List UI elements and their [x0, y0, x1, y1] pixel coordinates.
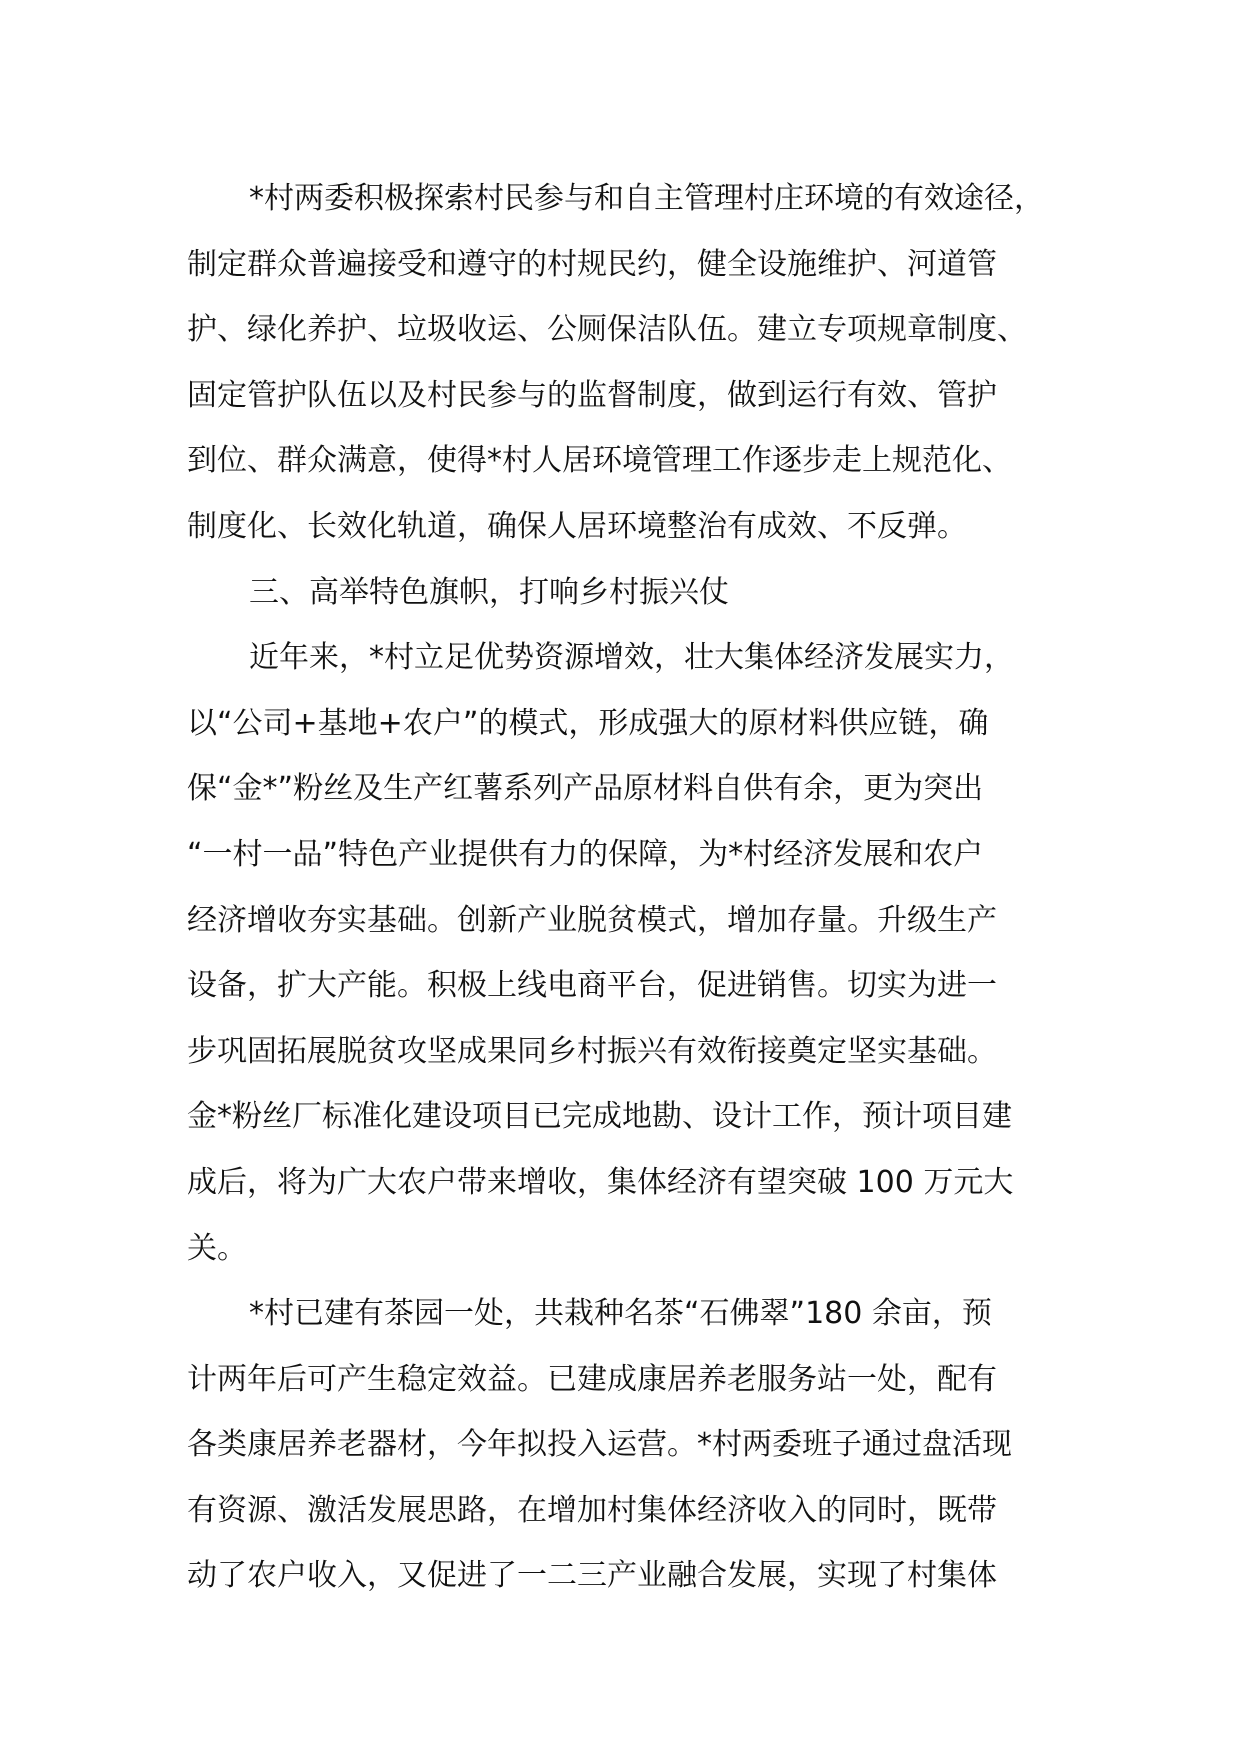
document-body: [187, 166, 1053, 1609]
paragraph: [187, 1281, 1053, 1609]
text-line: 制定群众普遍接受和遵守的村规民约，健全设施维护、河道管: [187, 246, 997, 282]
text-line: 设备，扩大产能。积极上线电商平台，促进销售。切实为进一: [187, 968, 997, 1004]
paragraph: [187, 625, 1053, 1281]
text-line: 金*粉丝厂标准化建设项目已完成地勘、设计工作，预计项目建: [187, 1099, 1012, 1135]
text-line: 护、绿化养护、垃圾收运、公厕保洁队伍。建立专项规章制度、: [187, 312, 1027, 348]
text-line: 制度化、长效化轨道，确保人居环境整治有成效、不反弹。: [187, 508, 967, 544]
text-line: “一村一品”特色产业提供有力的保障，为*村经济发展和农户: [187, 836, 984, 872]
section-heading: [187, 560, 1053, 626]
text-line: 计两年后可产生稳定效益。已建成康居养老服务站一处，配有: [187, 1361, 997, 1397]
text-line: 以“公司+基地+农户”的模式，形成强大的原材料供应链，确: [187, 705, 989, 741]
text-line: 成后，将为广大农户带来增收，集体经济有望突破 100 万元大: [187, 1164, 1014, 1200]
text-line: 关。: [187, 1230, 247, 1266]
text-line: 各类康居养老器材，今年拟投入运营。*村两委班子通过盘活现: [187, 1427, 1012, 1463]
text-line: *村已建有茶园一处，共栽种名茶“石佛翠”180 余亩，预: [249, 1296, 992, 1332]
text-line: 近年来，*村立足优势资源增效，壮大集体经济发展实力，: [249, 640, 1014, 676]
text-line: 保“金*”粉丝及生产红薯系列产品原材料自供有余，更为突出: [187, 771, 984, 807]
heading-text: 三、高举特色旗帜，打响乡村振兴仗: [249, 574, 729, 610]
text-line: 固定管护队伍以及村民参与的监督制度，做到运行有效、管护: [187, 377, 997, 413]
text-line: 到位、群众满意，使得*村人居环境管理工作逐步走上规范化、: [187, 443, 1012, 479]
text-line: 有资源、激活发展思路，在增加村集体经济收入的同时，既带: [187, 1492, 997, 1528]
text-line: 动了农户收入，又促进了一二三产业融合发展，实现了村集体: [187, 1558, 997, 1594]
text-line: *村两委积极探索村民参与和自主管理村庄环境的有效途径，: [249, 181, 1044, 216]
text-line: 经济增收夯实基础。创新产业脱贫模式，增加存量。升级生产: [187, 902, 997, 938]
text-line: 步巩固拓展脱贫攻坚成果同乡村振兴有效衔接奠定坚实基础。: [187, 1033, 997, 1069]
paragraph: [187, 166, 1053, 560]
